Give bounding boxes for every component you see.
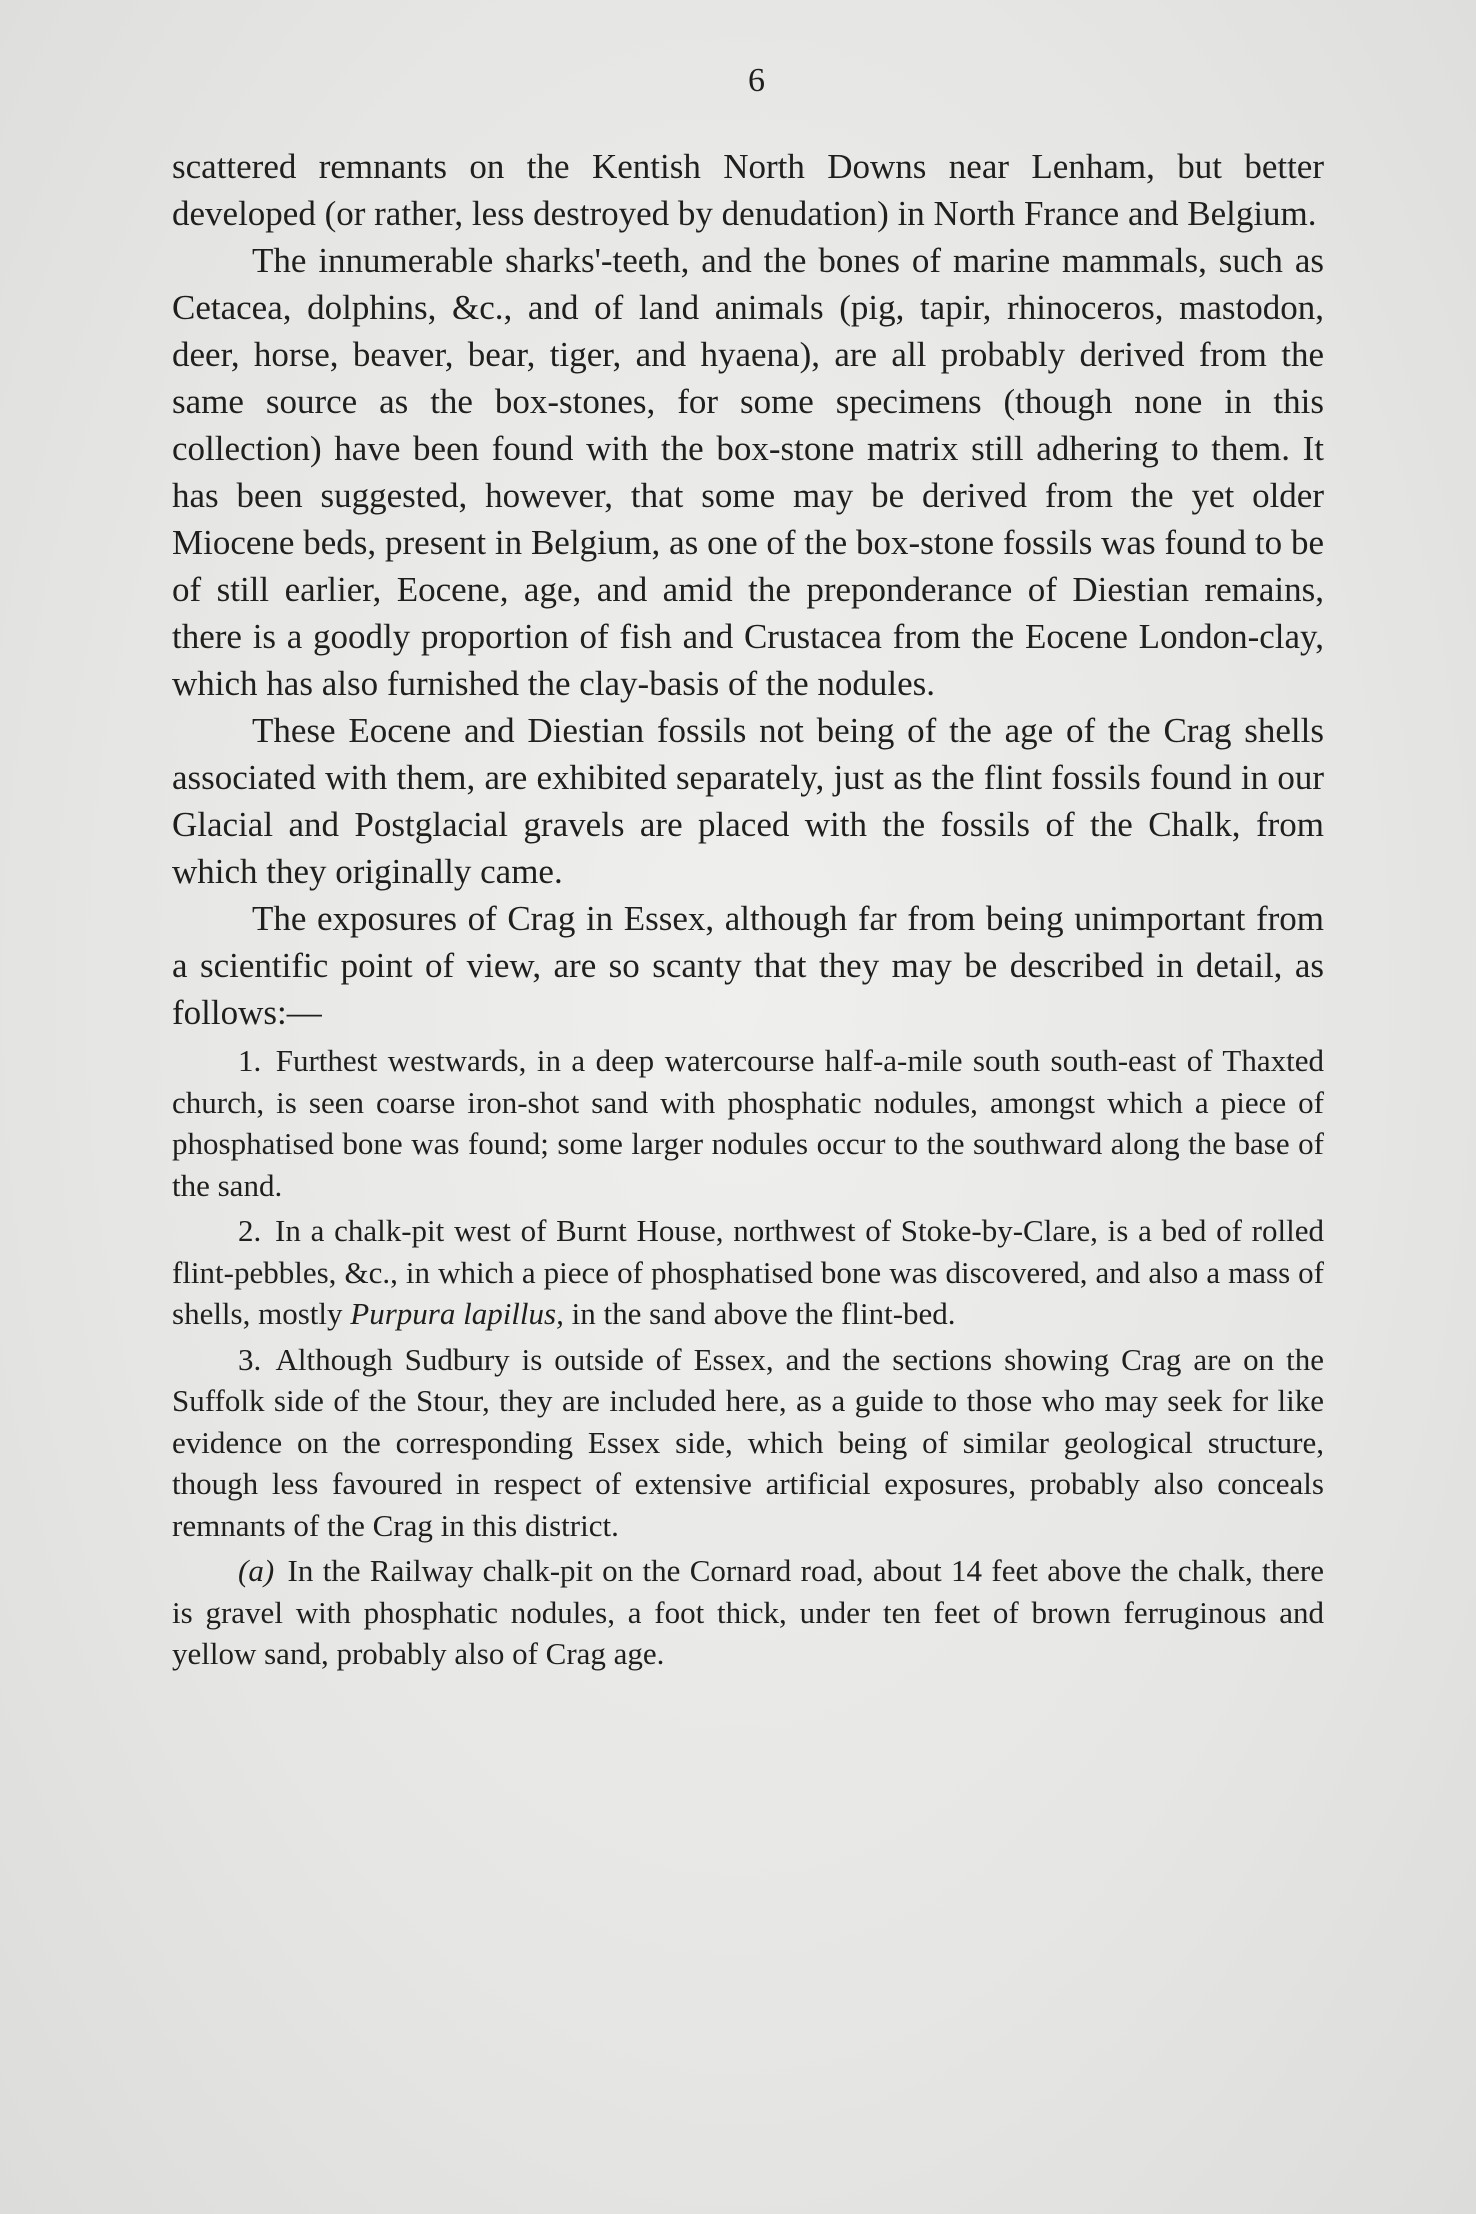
list-item-text: In a chalk-pit west of Burnt House, northwest of Stoke-by-Clare, is a bed of rolled flint-pebbles, &c., in which a piece of phosphatised bone was discovered, and also a mass of shells, mostly [172,1213,1324,1331]
list-item-sudbury [172,1339,1324,1547]
list-item-number: 3. [238,1341,262,1377]
list-item-number: (a) [238,1553,275,1588]
list-item-number: 1. [238,1043,262,1078]
body-text [172,143,1324,1675]
paragraph-exposures: The exposures of Crag in Essex, although far from being unimportant from a scientific point of view, are so scanty that they may be described in detail, as follows:— [172,899,1324,1032]
list-item-thaxted [172,1040,1324,1206]
list-item-burnt-house [172,1210,1324,1335]
paragraph-eocene-diestian: These Eocene and Diestian fossils not being of the age of the Crag shells associated with them, are exhibited separately, just as the flint fossils found in our Glacial and Postglacial gravels are placed with the fossils of the Chalk, from which they originally came. [172,711,1324,891]
list-item-railway-pit [172,1550,1324,1675]
list-item-text-end: in the sand above the flint-bed. [563,1296,956,1331]
list-item-number: 2. [238,1213,262,1248]
list-item-text: Furthest westwards, in a deep watercourse half-a-mile south south-east of Thaxted church, is seen coarse iron-shot sand with phosphatic nodules, amongst which a piece of phosphatised bone was found; some larger nodules occur to the southward along the base of the sand. [172,1043,1324,1203]
paragraph-sharks-teeth: The innumerable sharks'-teeth, and the bones of marine mammals, such as Cetacea, dolphins, &c., and of land animals (pig, tapir, rhinoceros, mastodon, deer, horse, beaver, bear, tiger, and hyaena), are all probably derived from the same source as the box-stones, for some specimens (though none in this collection) have been found with the box-stone matrix still adhering to them. It has been suggested, however, that some may be derived from the yet older Miocene beds, present in Belgium, as one of the box-stone fossils was found to be of still earlier, Eocene, age, and amid the preponderance of Diestian remains, there is a goodly proportion of fish and Crustacea from the Eocene London-clay, which has also furnished the clay-basis of the nodules. [172,241,1324,703]
page-number: 6 [748,62,765,99]
list-item-text: Although Sudbury is outside of Essex, and the sections showing Crag are on the Suffolk side of the Stour, they are included here, as a guide to those who may seek for like evidence on the corresponding Essex side, which being of similar geological structure, though less favoured in respect of extensive artificial exposures, probably also conceals remnants of the Crag in this district. [172,1341,1324,1543]
list-item-text: In the Railway chalk-pit on the Cornard road, about 14 feet above the chalk, there is gravel with phosphatic nodules, a foot thick, under ten feet of brown ferruginous and yellow sand, probably also of Crag age. [172,1553,1324,1671]
species-name: Purpura lapillus, [350,1296,564,1331]
paragraph-continuation: scattered remnants on the Kentish North Downs near Lenham, but better developed (or rather, less destroyed by denudation) in North France and Belgium. [172,147,1324,233]
